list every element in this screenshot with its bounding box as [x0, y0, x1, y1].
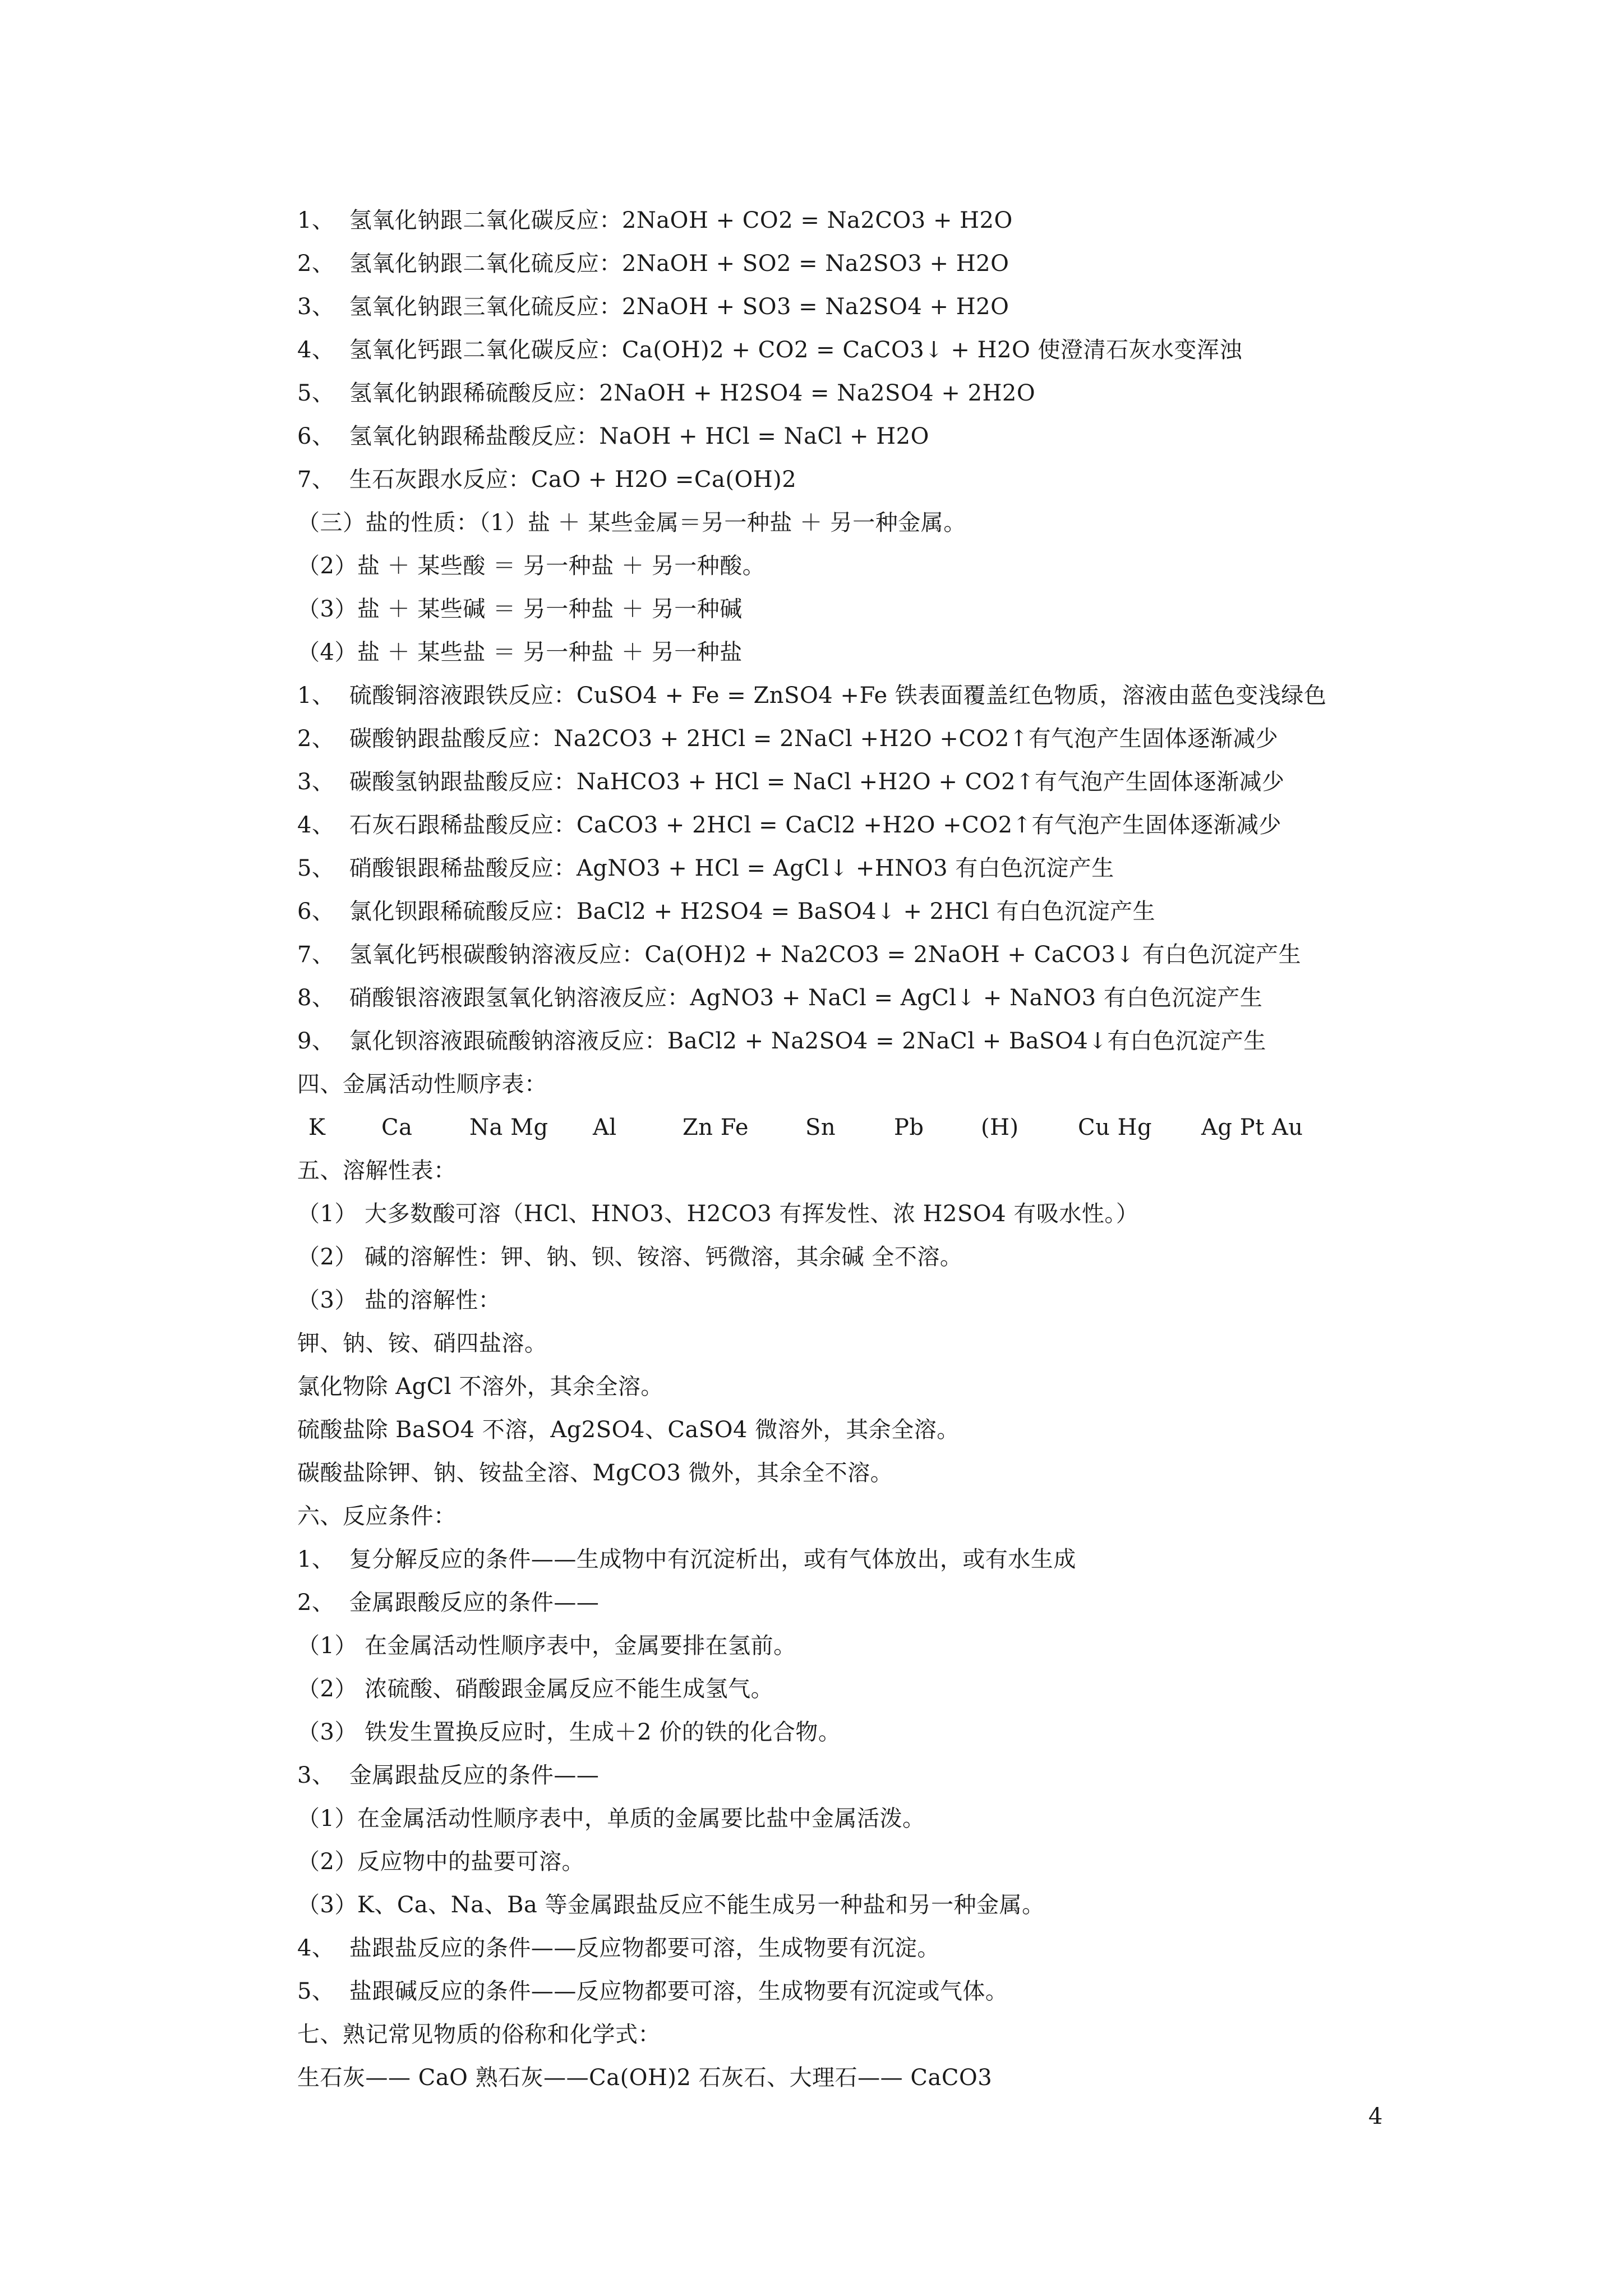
text-line: 4、 盐跟盐反应的条件——反应物都要可溶，生成物要有沉淀。	[297, 1935, 940, 1961]
text-line: 3、 金属跟盐反应的条件——	[297, 1763, 600, 1788]
metal-item: Ca	[381, 1115, 413, 1140]
text-line: 5、 硝酸银跟稀盐酸反应：AgNO3 + HCl = AgCl↓ +HNO3 有白色沉淀产生	[297, 855, 1114, 881]
text-line: 5、 氢氧化钠跟稀硫酸反应：2NaOH + H2SO4 = Na2SO4 + 2H2O	[297, 380, 1036, 406]
metal-item: Pb	[894, 1115, 924, 1140]
text-line: （1） 在金属活动性顺序表中，金属要排在氢前。	[297, 1633, 796, 1659]
text-line: 7、 氢氧化钙根碳酸钠溶液反应：Ca(OH)2 + Na2CO3 = 2NaOH + CaCO3↓ 有白色沉淀产生	[297, 942, 1302, 968]
section-heading: 六、反应条件：	[297, 1503, 457, 1529]
text-line: 1、 硫酸铜溶液跟铁反应：CuSO4 + Fe = ZnSO4 +Fe 铁表面覆盖红色物质，溶液由蓝色变浅绿色	[297, 683, 1327, 708]
text-line: （1） 大多数酸可溶（HCl、HNO3、H2CO3 有挥发性、浓 H2SO4 有吸水性。）	[297, 1201, 1139, 1227]
text-line: 碳酸盐除钾、钠、铵盐全溶、MgCO3 微外，其余全不溶。	[297, 1460, 893, 1486]
text-line: （1）在金属活动性顺序表中，单质的金属要比盐中金属活泼。	[297, 1806, 925, 1832]
text-line: （2） 浓硫酸、硝酸跟金属反应不能生成氢气。	[297, 1676, 774, 1702]
text-line: 3、 氢氧化钠跟三氧化硫反应：2NaOH + SO3 = Na2SO4 + H2O	[297, 294, 1009, 320]
text-line: 4、 氢氧化钙跟二氧化碳反应：Ca(OH)2 + CO2 = CaCO3↓ + H2O 使澄清石灰水变浑浊	[297, 337, 1243, 363]
text-line: 6、 氢氧化钠跟稀盐酸反应：NaOH + HCl = NaCl + H2O	[297, 424, 929, 449]
text-line: 氯化物除 AgCl 不溶外，其余全溶。	[297, 1374, 663, 1400]
text-line: 6、 氯化钡跟稀硫酸反应：BaCl2 + H2SO4 = BaSO4↓ + 2HCl 有白色沉淀产生	[297, 899, 1156, 924]
text-line: （3） 铁发生置换反应时，生成＋2 价的铁的化合物。	[297, 1719, 841, 1745]
metal-item: Cu Hg	[1078, 1115, 1152, 1140]
section-heading: 五、溶解性表：	[297, 1158, 457, 1184]
metal-item: Na Mg	[469, 1115, 548, 1140]
text-line: 1、 氢氧化钠跟二氧化碳反应：2NaOH + CO2 = Na2CO3 + H2O	[297, 208, 1013, 233]
text-line: （2）反应物中的盐要可溶。	[297, 1849, 584, 1875]
text-line: 生石灰—— CaO 熟石灰——Ca(OH)2 石灰石、大理石—— CaCO3	[297, 2065, 993, 2091]
metal-item: Al	[593, 1115, 617, 1140]
metal-item: Ag Pt Au	[1201, 1115, 1303, 1140]
metal-item: Zn Fe	[683, 1115, 749, 1140]
metal-item: (H)	[981, 1115, 1019, 1140]
text-line: 2、 金属跟酸反应的条件——	[297, 1590, 600, 1616]
text-line: 1、 复分解反应的条件——生成物中有沉淀析出，或有气体放出，或有水生成	[297, 1547, 1076, 1572]
text-line: 硫酸盐除 BaSO4 不溶，Ag2SO4、CaSO4 微溶外，其余全溶。	[297, 1417, 960, 1443]
section-heading: （三）盐的性质：（1）盐 ＋ 某些金属＝另一种盐 ＋ 另一种金属。	[297, 510, 966, 536]
text-line: （3）K、Ca、Na、Ba 等金属跟盐反应不能生成另一种盐和另一种金属。	[297, 1892, 1045, 1918]
text-line: 5、 盐跟碱反应的条件——反应物都要可溶，生成物要有沉淀或气体。	[297, 1978, 1008, 2004]
text-line: 7、 生石灰跟水反应：CaO + H2O =Ca(OH)2	[297, 467, 797, 493]
text-line: （3）盐 ＋ 某些碱 ＝ 另一种盐 ＋ 另一种碱	[297, 596, 743, 622]
text-line: （4）盐 ＋ 某些盐 ＝ 另一种盐 ＋ 另一种盐	[297, 639, 743, 665]
text-line: （3） 盐的溶解性：	[297, 1287, 501, 1313]
text-line: 8、 硝酸银溶液跟氢氧化钠溶液反应：AgNO3 + NaCl = AgCl↓ + NaNO3 有白色沉淀产生	[297, 985, 1263, 1011]
metal-activity-series	[297, 1106, 1419, 1149]
section-heading: 七、熟记常见物质的俗称和化学式：	[297, 2022, 661, 2047]
text-line: 9、 氯化钡溶液跟硫酸钠溶液反应：BaCl2 + Na2SO4 = 2NaCl + BaSO4↓有白色沉淀产生	[297, 1028, 1266, 1054]
text-line: 4、 石灰石跟稀盐酸反应：CaCO3 + 2HCl = CaCl2 +H2O +CO2↑有气泡产生固体逐渐减少	[297, 812, 1282, 838]
document-body	[297, 199, 1419, 2100]
text-line: 2、 氢氧化钠跟二氧化硫反应：2NaOH + SO2 = Na2SO3 + H2O	[297, 251, 1009, 277]
page-number: 4	[1368, 2104, 1383, 2129]
text-line: （2） 碱的溶解性：钾、钠、钡、铵溶、钙微溶，其余碱 全不溶。	[297, 1244, 963, 1270]
text-line: 3、 碳酸氢钠跟盐酸反应：NaHCO3 + HCl = NaCl +H2O + CO2↑有气泡产生固体逐渐减少	[297, 769, 1285, 795]
metal-item: Sn	[805, 1115, 836, 1140]
text-line: 2、 碳酸钠跟盐酸反应：Na2CO3 + 2HCl = 2NaCl +H2O +CO2↑有气泡产生固体逐渐减少	[297, 726, 1279, 752]
metal-item: K	[308, 1115, 326, 1140]
text-line: （2）盐 ＋ 某些酸 ＝ 另一种盐 ＋ 另一种酸。	[297, 553, 766, 579]
section-heading: 四、金属活动性顺序表：	[297, 1071, 547, 1097]
text-line: 钾、钠、铵、硝四盐溶。	[297, 1331, 547, 1356]
